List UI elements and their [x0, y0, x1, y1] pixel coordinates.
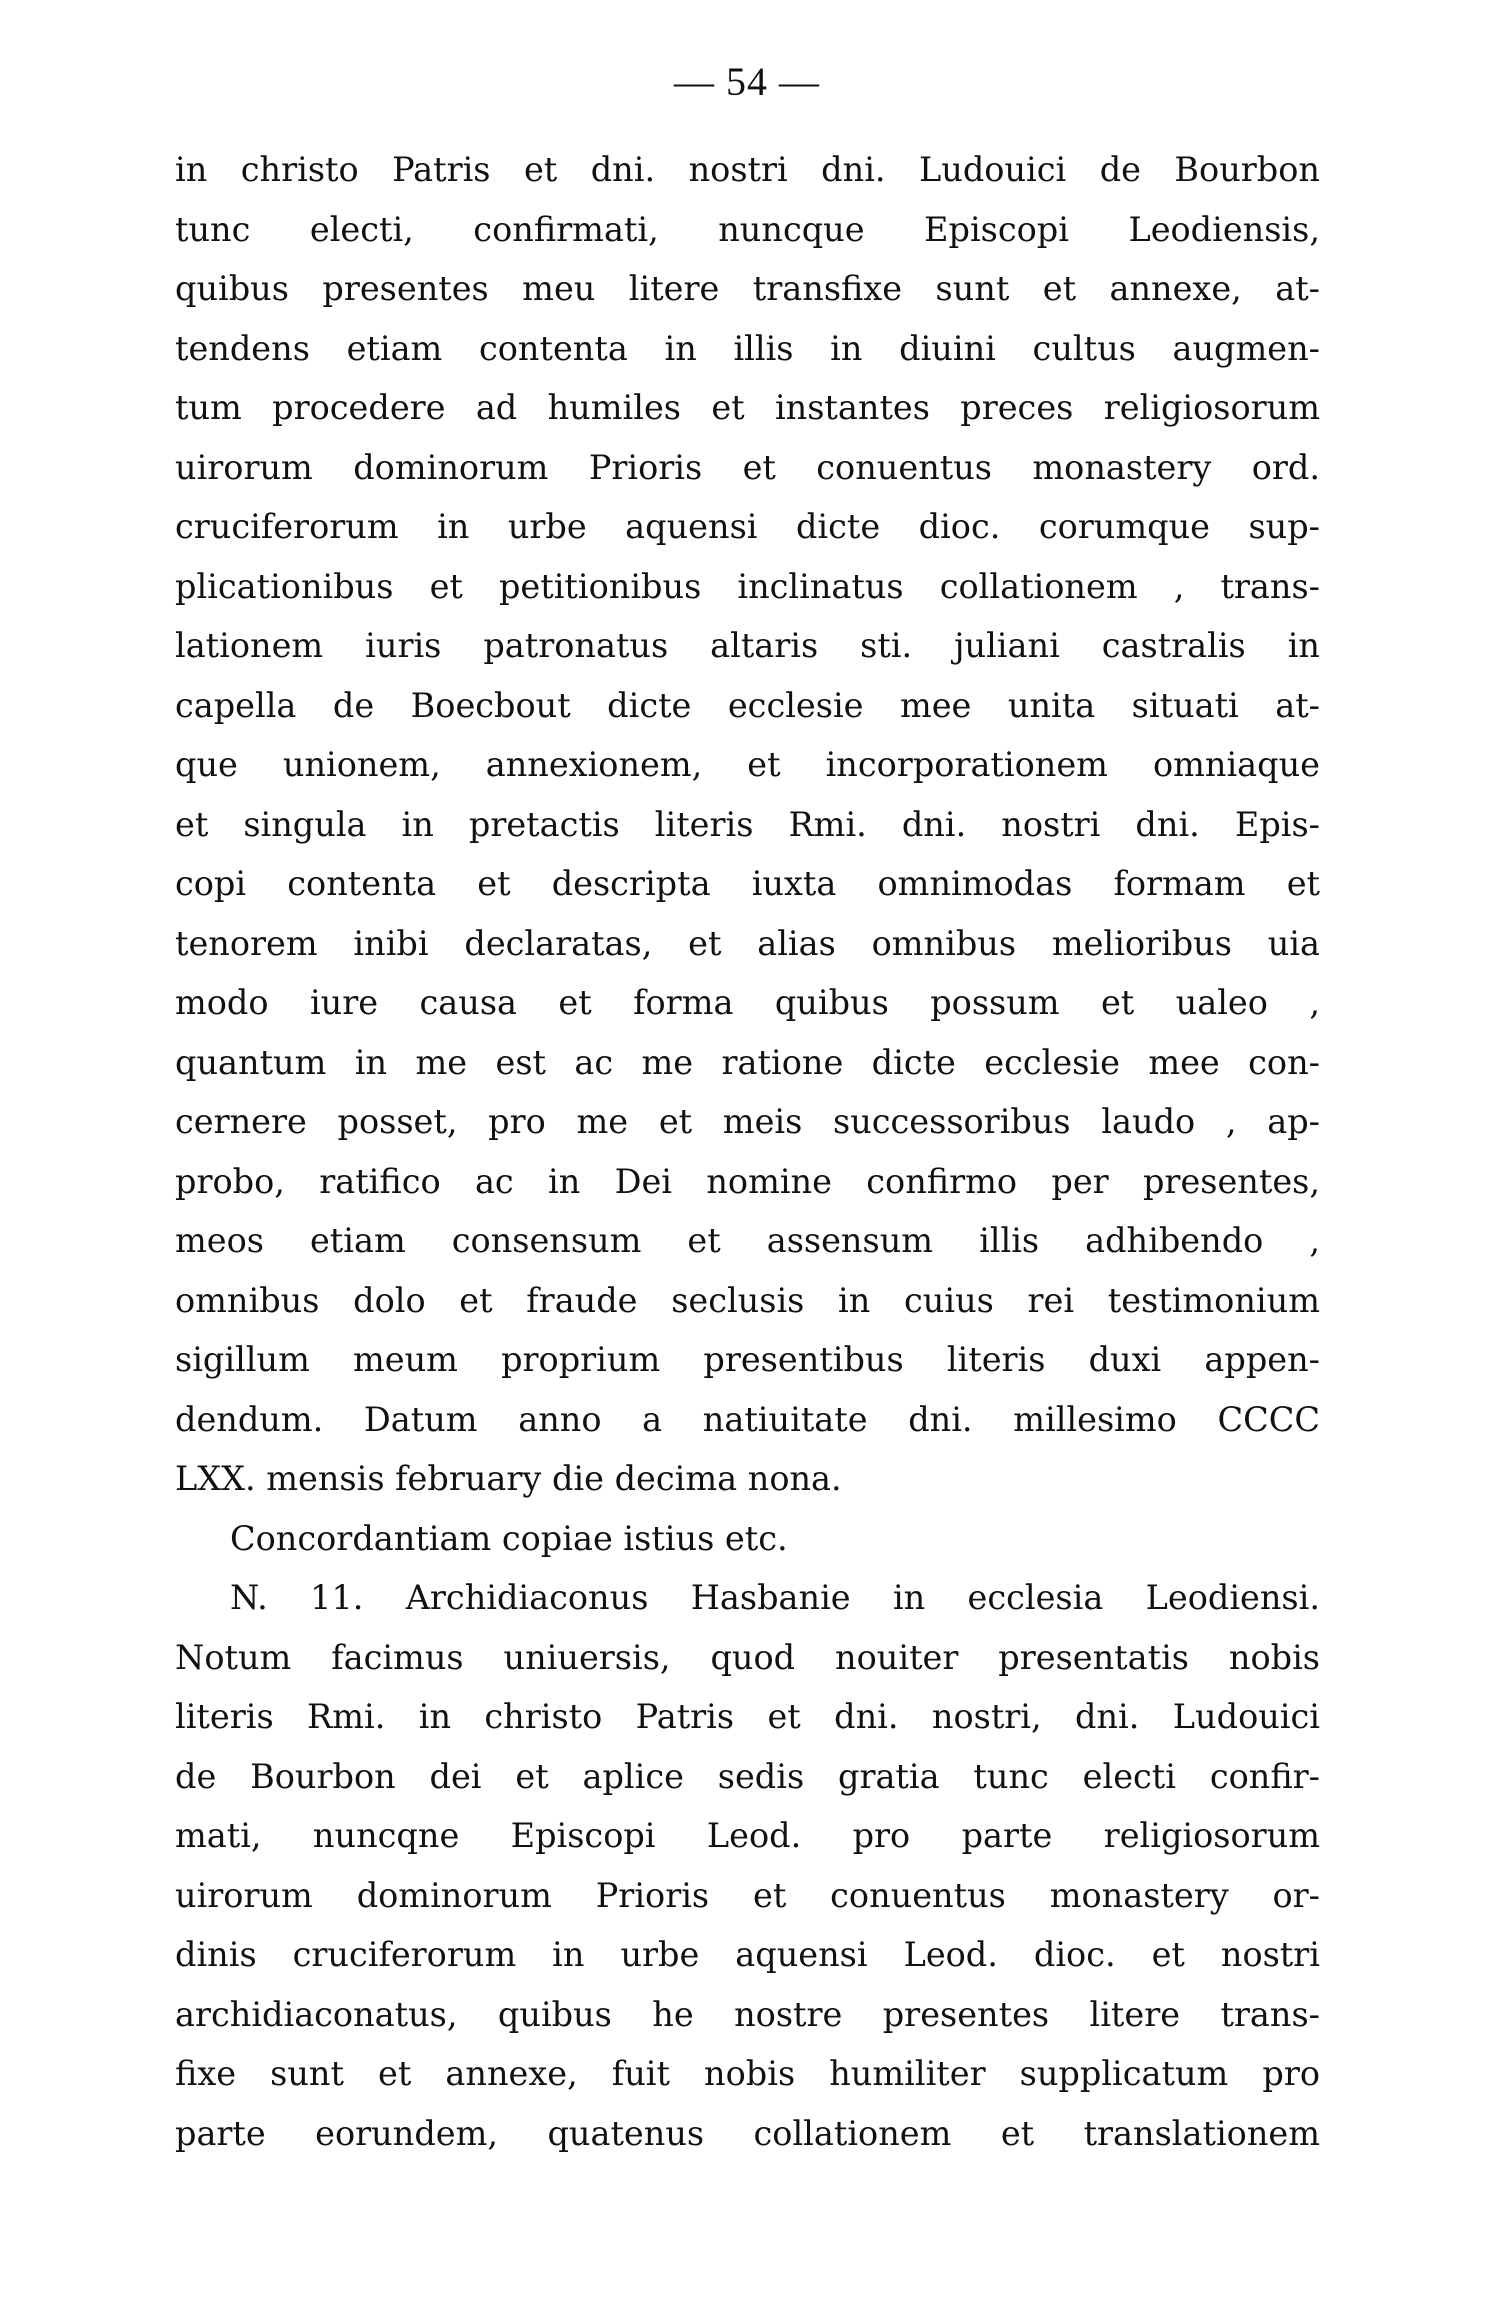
text-line: mati, nuncqne Episcopi Leod. pro parte religiosorum [175, 1816, 1320, 1855]
text-line: archidiaconatus, quibus he nostre presentes litere trans- [175, 1994, 1320, 2034]
text-line: sigillum meum proprium presentibus literis duxi appen- [175, 1340, 1320, 1379]
text-line: Notum facimus uniuersis, quod nouiter presentatis nobis [175, 1637, 1320, 1677]
text-line: dinis cruciferorum in urbe aquensi Leod. dioc. et nostri [175, 1935, 1320, 1974]
text-line: fixe sunt et annexe, fuit nobis humiliter supplicatum pro [175, 2054, 1320, 2093]
text-line: copi contenta et descripta iuxta omnimodas formam et [175, 864, 1320, 903]
text-line: plicationibus et petitionibus inclinatus collationem , trans- [175, 566, 1320, 606]
text-line: uirorum dominorum Prioris et conuentus monastery ord. [175, 447, 1320, 487]
text-line: capella de Boecbout dicte ecclesie mee unita situati at- [175, 685, 1320, 725]
text-line: tenorem inibi declaratas, et alias omnibus melioribus uia [175, 923, 1320, 963]
text-line: que unionem, annexionem, et incorporationem omniaque [175, 745, 1320, 784]
text-line: tunc electi, confirmati, nuncque Episcopi Leodiensis, [175, 209, 1320, 249]
text-line: modo iure causa et forma quibus possum et ualeo , [175, 983, 1320, 1022]
section-heading: N. 11. Archidiaconus Hasbanie in ecclesia Leodiensi. [230, 1578, 1320, 1617]
text-line: cruciferorum in urbe aquensi dicte dioc. corumque sup- [175, 507, 1320, 546]
text-line: meos etiam consensum et assensum illis adhibendo , [175, 1221, 1320, 1260]
text-line: de Bourbon dei et aplice sedis gratia tunc electi confir- [175, 1756, 1320, 1796]
page-number: — 54 — [674, 59, 820, 104]
text-line: tum procedere ad humiles et instantes preces religiosorum [175, 388, 1320, 427]
text-line: parte eorundem, quatenus collationem et translationem [175, 2113, 1320, 2153]
text-line: tendens etiam contenta in illis in diuini cultus augmen- [175, 328, 1320, 368]
text-line: uirorum dominorum Prioris et conuentus monastery or- [175, 1875, 1320, 1915]
text-line: dendum. Datum anno a natiuitate dni. millesimo CCCC [175, 1399, 1320, 1439]
text-line: cernere posset, pro me et meis successoribus laudo , ap- [175, 1102, 1320, 1141]
text-line: lationem iuris patronatus altaris sti. juliani castralis in [175, 626, 1320, 665]
text-line: Concordantiam copiae istius etc. [230, 1518, 788, 1558]
text-line: in christo Patris et dni. nostri dni. Ludouici de Bourbon [175, 150, 1320, 189]
text-line: probo, ratifico ac in Dei nomine confirmo per presentes, [175, 1161, 1320, 1201]
text-line: quantum in me est ac me ratione dicte ecclesie mee con- [175, 1042, 1320, 1082]
text-line: quibus presentes meu litere transfixe sunt et annexe, at- [175, 269, 1320, 308]
text-line: omnibus dolo et fraude seclusis in cuius rei testimonium [175, 1280, 1320, 1320]
text-line: LXX. mensis february die decima nona. [175, 1459, 842, 1498]
document-body [175, 140, 1320, 2163]
text-line: literis Rmi. in christo Patris et dni. nostri, dni. Ludouici [175, 1697, 1320, 1736]
text-line: et singula in pretactis literis Rmi. dni. nostri dni. Epis- [175, 804, 1320, 844]
